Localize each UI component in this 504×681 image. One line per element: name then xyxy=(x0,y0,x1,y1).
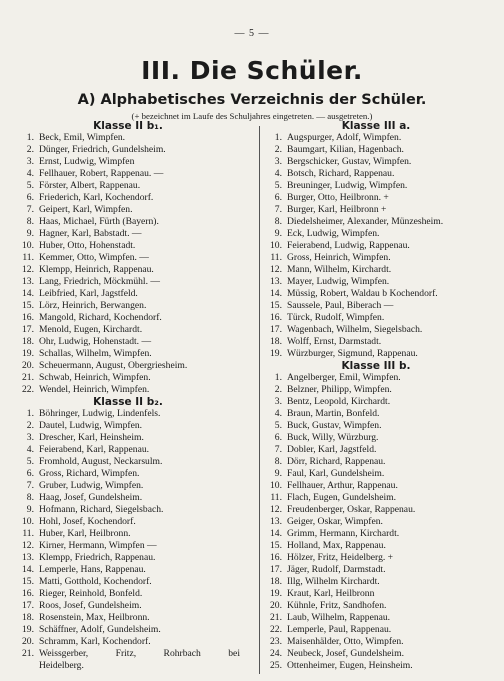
student-entry xyxy=(16,624,240,636)
entry-number: 11. xyxy=(270,252,282,263)
student-name: Fellhauer, Arthur, Rappenau. xyxy=(287,480,398,491)
student-entry xyxy=(16,192,240,204)
student-name: Braun, Martin, Bonfeld. xyxy=(287,408,380,419)
legend-note: (+ bezeichnet im Laufe des Schuljahres eingetreten. — ausgetreten.) xyxy=(131,111,373,121)
entry-number: 10. xyxy=(22,240,34,251)
student-entry xyxy=(264,156,488,168)
entry-number: 22. xyxy=(270,624,282,635)
student-name: Wagenbach, Wilhelm, Siegelsbach. xyxy=(287,324,423,335)
student-entry xyxy=(16,600,240,612)
entry-number: 1. xyxy=(26,408,34,419)
entry-number: 8. xyxy=(274,216,282,227)
student-entry xyxy=(264,180,488,192)
student-name: Belzner, Philipp, Wimpfen. xyxy=(287,384,392,395)
student-entry xyxy=(16,456,240,468)
student-name: Lemperle, Paul, Rappenau. xyxy=(287,624,392,635)
student-name: Neubeck, Josef, Gundelsheim. xyxy=(287,648,404,659)
student-entry xyxy=(16,168,240,180)
student-name: Flach, Eugen, Gundelsheim. xyxy=(287,492,396,503)
entry-number: 2. xyxy=(274,144,282,155)
entry-number: 13. xyxy=(22,552,34,563)
entry-number: 8. xyxy=(26,492,34,503)
entry-number: 22. xyxy=(22,384,34,395)
entry-number: 25. xyxy=(270,660,282,671)
student-name: Burger, Karl, Heilbronn + xyxy=(287,204,387,215)
student-name: Angelberger, Emil, Wimpfen. xyxy=(287,372,401,383)
student-name: Gross, Heinrich, Wimpfen. xyxy=(287,252,391,263)
student-entry xyxy=(16,516,240,528)
entry-number: 1. xyxy=(26,132,34,143)
student-name: Lörz, Heinrich, Berwangen. xyxy=(39,300,147,311)
student-name: Lang, Friedrich, Möckmühl. — xyxy=(39,276,160,287)
entry-number: 15. xyxy=(270,300,282,311)
entry-number: 9. xyxy=(26,504,34,515)
student-name: Dünger, Friedrich, Gundelsheim. xyxy=(39,144,166,155)
entry-number: 24. xyxy=(270,648,282,659)
student-entry xyxy=(16,144,240,156)
entry-number: 6. xyxy=(26,192,34,203)
student-name: Kühnle, Fritz, Sandhofen. xyxy=(287,600,387,611)
student-name: Rosenstein, Max, Heilbronn. xyxy=(39,612,150,623)
student-entry xyxy=(264,600,488,612)
student-entry xyxy=(264,288,488,300)
student-name: Ohr, Ludwig, Hohenstadt. — xyxy=(39,336,152,347)
student-name-continuation: Heidelberg. xyxy=(39,660,84,671)
student-entry xyxy=(16,612,240,624)
student-name: Leibfried, Karl, Jagstfeld. xyxy=(39,288,138,299)
entry-number: 14. xyxy=(22,564,34,575)
entry-number: 5. xyxy=(274,420,282,431)
student-name: Haas, Michael, Fürth (Bayern). xyxy=(39,216,159,227)
student-name: Hohl, Josef, Kochendorf. xyxy=(39,516,136,527)
entry-number: 20. xyxy=(22,636,34,647)
section-subtitle: A) Alphabetisches Verzeichnis der Schüler. xyxy=(77,92,427,108)
student-entry xyxy=(264,564,488,576)
entry-number: 4. xyxy=(26,168,34,179)
entry-number: 16. xyxy=(270,312,282,323)
student-name: Matti, Gotthold, Kochendorf. xyxy=(39,576,152,587)
student-entry xyxy=(264,348,488,360)
student-name: Ernst, Ludwig, Wimpfen xyxy=(39,156,135,167)
student-entry xyxy=(264,228,488,240)
entry-number: 19. xyxy=(270,588,282,599)
student-name: Förster, Albert, Rappenau. xyxy=(39,180,141,191)
student-entry xyxy=(16,552,240,564)
entry-number: 13. xyxy=(270,276,282,287)
entry-number: 11. xyxy=(22,528,34,539)
student-name: Buck, Willy, Würzburg. xyxy=(287,432,379,443)
student-entry xyxy=(16,180,240,192)
entry-number: 12. xyxy=(270,264,282,275)
student-entry xyxy=(264,456,488,468)
student-name: Illg, Wilhelm Kirchardt. xyxy=(287,576,380,587)
student-entry xyxy=(16,648,240,660)
entry-number: 14. xyxy=(270,528,282,539)
student-entry xyxy=(16,288,240,300)
student-entry xyxy=(264,516,488,528)
student-name: Buck, Gustav, Wimpfen. xyxy=(287,420,382,431)
entry-number: 18. xyxy=(22,336,34,347)
student-entry xyxy=(16,420,240,432)
student-name: Dobler, Karl, Jagstfeld. xyxy=(287,444,377,455)
left-column xyxy=(16,120,240,672)
entry-number: 8. xyxy=(274,456,282,467)
student-name: Hofmann, Richard, Siegelsbach. xyxy=(39,504,164,515)
student-entry xyxy=(264,144,488,156)
entry-number: 3. xyxy=(26,432,34,443)
entry-number: 18. xyxy=(270,576,282,587)
student-name: Haag, Josef, Gundelsheim. xyxy=(39,492,143,503)
student-entry xyxy=(264,240,488,252)
entry-number: 16. xyxy=(22,588,34,599)
student-name: Wendel, Heinrich, Wimpfen. xyxy=(39,384,150,395)
entry-number: 18. xyxy=(270,336,282,347)
student-name: Schäffner, Adolf, Gundelsheim. xyxy=(39,624,161,635)
student-name: Friederich, Karl, Kochendorf. xyxy=(39,192,154,203)
student-name: Fellhauer, Robert, Rappenau. — xyxy=(39,168,164,179)
student-entry xyxy=(264,216,488,228)
entry-number: 8. xyxy=(26,216,34,227)
student-entry xyxy=(16,132,240,144)
entry-number: 6. xyxy=(26,468,34,479)
student-name: Drescher, Karl, Heinsheim. xyxy=(39,432,144,443)
student-entry xyxy=(264,552,488,564)
class-heading: Klasse II b₂. xyxy=(93,396,163,408)
entry-number: 2. xyxy=(26,144,34,155)
student-entry xyxy=(264,528,488,540)
student-entry xyxy=(16,480,240,492)
student-entry xyxy=(264,384,488,396)
entry-number: 15. xyxy=(22,300,34,311)
student-name: Gruber, Ludwig, Wimpfen. xyxy=(39,480,144,491)
student-entry xyxy=(264,492,488,504)
column-divider xyxy=(259,126,260,674)
student-entry xyxy=(264,408,488,420)
student-entry xyxy=(264,420,488,432)
student-entry xyxy=(264,648,488,660)
student-name: Baumgart, Kilian, Hagenbach. xyxy=(287,144,404,155)
entry-number: 14. xyxy=(22,288,34,299)
student-entry xyxy=(16,468,240,480)
student-entry xyxy=(16,360,240,372)
student-name: Bentz, Leopold, Kirchardt. xyxy=(287,396,391,407)
student-name: Feierabend, Karl, Rappenau. xyxy=(39,444,150,455)
student-entry xyxy=(16,444,240,456)
student-entry xyxy=(16,408,240,420)
entry-number: 10. xyxy=(270,240,282,251)
student-name: Breuninger, Ludwig, Wimpfen. xyxy=(287,180,408,191)
student-name: Müssig, Robert, Waldau b Kochendorf. xyxy=(287,288,438,299)
student-name: Schwab, Heinrich, Wimpfen. xyxy=(39,372,151,383)
student-entry xyxy=(16,252,240,264)
entry-number: 16. xyxy=(270,552,282,563)
right-column xyxy=(264,120,488,672)
entry-number: 23. xyxy=(270,636,282,647)
student-name: Eck, Ludwig, Wimpfen. xyxy=(287,228,380,239)
entry-number: 4. xyxy=(26,444,34,455)
student-entry xyxy=(16,636,240,648)
student-entry xyxy=(16,492,240,504)
student-name: Rieger, Reinhold, Bonfeld. xyxy=(39,588,143,599)
entry-number: 1. xyxy=(274,372,282,383)
student-entry xyxy=(264,468,488,480)
entry-number: 2. xyxy=(274,384,282,395)
entry-number: 4. xyxy=(274,408,282,419)
student-name: Lemperle, Hans, Rappenau. xyxy=(39,564,146,575)
entry-number: 2. xyxy=(26,420,34,431)
entry-number: 4. xyxy=(274,168,282,179)
entry-number: 10. xyxy=(22,516,34,527)
student-entry xyxy=(16,588,240,600)
entry-number: 3. xyxy=(274,396,282,407)
student-entry xyxy=(16,300,240,312)
student-name: Jäger, Rudolf, Darmstadt. xyxy=(287,564,386,575)
class-heading: Klasse III b. xyxy=(341,360,411,372)
student-name: Mangold, Richard, Kochendorf. xyxy=(39,312,162,323)
entry-number: 5. xyxy=(26,456,34,467)
student-entry xyxy=(264,624,488,636)
entry-number: 12. xyxy=(22,540,34,551)
entry-number: 19. xyxy=(270,348,282,359)
student-entry xyxy=(264,312,488,324)
student-name: Ottenheimer, Eugen, Heinsheim. xyxy=(287,660,413,671)
entry-number: 3. xyxy=(274,156,282,167)
student-entry xyxy=(16,432,240,444)
student-name: Roos, Josef, Gundelsheim. xyxy=(39,600,142,611)
entry-number: 21. xyxy=(270,612,282,623)
entry-number: 5. xyxy=(274,180,282,191)
student-entry xyxy=(264,396,488,408)
entry-number: 5. xyxy=(26,180,34,191)
entry-number: 15. xyxy=(22,576,34,587)
student-entry xyxy=(16,204,240,216)
student-entry xyxy=(264,132,488,144)
student-name: Gross, Richard, Wimpfen. xyxy=(39,468,140,479)
student-name: Kemmer, Otto, Wimpfen. — xyxy=(39,252,149,263)
student-entry xyxy=(264,372,488,384)
student-name: Dautel, Ludwig, Wimpfen. xyxy=(39,420,143,431)
student-entry xyxy=(16,276,240,288)
student-entry xyxy=(16,528,240,540)
entry-number: 11. xyxy=(270,492,282,503)
student-entry xyxy=(16,312,240,324)
student-name: Böhringer, Ludwig, Lindenfels. xyxy=(39,408,161,419)
student-name: Dörr, Richard, Rappenau. xyxy=(287,456,386,467)
student-name: Klempp, Friedrich, Rappenau. xyxy=(39,552,156,563)
student-name: Weissgerber, Fritz, Rohrbach bei xyxy=(39,648,240,659)
entry-number: 16. xyxy=(22,312,34,323)
entry-number: 17. xyxy=(22,324,34,335)
student-entry xyxy=(264,300,488,312)
student-name: Hagner, Karl, Babstadt. — xyxy=(39,228,142,239)
student-name: Faul, Karl, Gundelsheim. xyxy=(287,468,385,479)
student-name: Schallas, Wilhelm, Wimpfen. xyxy=(39,348,152,359)
student-entry xyxy=(16,216,240,228)
student-name: Botsch, Richard, Rappenau. xyxy=(287,168,395,179)
student-name: Kirner, Hermann, Wimpfen — xyxy=(39,540,157,551)
entry-number: 20. xyxy=(22,360,34,371)
student-entry xyxy=(16,540,240,552)
student-entry xyxy=(264,444,488,456)
student-name: Augspurger, Adolf, Wimpfen. xyxy=(287,132,402,143)
student-name: Grimm, Hermann, Kirchardt. xyxy=(287,528,400,539)
student-name: Kraut, Karl, Heilbronn xyxy=(287,588,375,599)
section-title: III. Die Schüler. xyxy=(141,56,363,85)
entry-number: 1. xyxy=(274,132,282,143)
student-name: Geiger, Oskar, Wimpfen. xyxy=(287,516,383,527)
entry-number: 19. xyxy=(22,624,34,635)
student-entry xyxy=(264,168,488,180)
page-number: — 5 — xyxy=(234,28,270,39)
entry-number: 7. xyxy=(274,204,282,215)
student-name: Maisenhälder, Otto, Wimpfen. xyxy=(287,636,404,647)
entry-number: 14. xyxy=(270,288,282,299)
student-entry xyxy=(16,564,240,576)
student-entry xyxy=(264,576,488,588)
student-name: Scheuermann, August, Obergriesheim. xyxy=(39,360,188,371)
entry-number: 7. xyxy=(26,480,34,491)
entry-number: 17. xyxy=(22,600,34,611)
entry-number: 19. xyxy=(22,348,34,359)
student-name: Klempp, Heinrich, Rappenau. xyxy=(39,264,154,275)
student-name: Fromhold, August, Neckarsulm. xyxy=(39,456,163,467)
entry-number: 3. xyxy=(26,156,34,167)
entry-number: 7. xyxy=(26,204,34,215)
student-entry xyxy=(264,324,488,336)
student-entry xyxy=(264,432,488,444)
student-entry xyxy=(16,504,240,516)
student-entry xyxy=(16,240,240,252)
student-entry xyxy=(16,336,240,348)
student-name: Mayer, Ludwig, Wimpfen. xyxy=(287,276,390,287)
student-entry xyxy=(264,276,488,288)
student-entry xyxy=(264,264,488,276)
student-name: Holland, Max, Rappenau. xyxy=(287,540,386,551)
student-entry xyxy=(16,348,240,360)
student-name: Mann, Wilhelm, Kirchardt. xyxy=(287,264,392,275)
student-name: Feierabend, Ludwig, Rappenau. xyxy=(287,240,410,251)
student-name: Diedelsheimer, Alexander, Münzesheim. xyxy=(287,216,444,227)
student-name: Geipert, Karl, Wimpfen. xyxy=(39,204,133,215)
entry-number: 20. xyxy=(270,600,282,611)
student-entry xyxy=(264,252,488,264)
student-entry xyxy=(16,264,240,276)
student-name: Burger, Otto, Heilbronn. + xyxy=(287,192,389,203)
student-entry xyxy=(16,228,240,240)
student-entry xyxy=(16,372,240,384)
student-entry xyxy=(16,384,240,396)
entry-number: 21. xyxy=(22,648,34,659)
entry-number: 6. xyxy=(274,432,282,443)
entry-number: 18. xyxy=(22,612,34,623)
class-heading: Klasse II b₁. xyxy=(93,120,163,132)
student-entry xyxy=(264,204,488,216)
student-name: Türck, Rudolf, Wimpfen. xyxy=(287,312,385,323)
student-entry xyxy=(16,156,240,168)
entry-number: 13. xyxy=(270,516,282,527)
student-name: Wolff, Ernst, Darmstadt. xyxy=(287,336,382,347)
entry-number: 12. xyxy=(270,504,282,515)
student-entry xyxy=(264,480,488,492)
student-entry xyxy=(264,336,488,348)
entry-number: 10. xyxy=(270,480,282,491)
student-name: Bergschicker, Gustav, Wimpfen. xyxy=(287,156,412,167)
entry-number: 9. xyxy=(274,228,282,239)
student-entry xyxy=(264,636,488,648)
student-name: Hölzer, Fritz, Heidelberg. + xyxy=(287,552,394,563)
student-name: Huber, Karl, Heilbronn. xyxy=(39,528,131,539)
entry-number: 9. xyxy=(26,228,34,239)
student-entry xyxy=(264,540,488,552)
student-entry xyxy=(264,588,488,600)
entry-number: 12. xyxy=(22,264,34,275)
entry-number: 21. xyxy=(22,372,34,383)
student-name: Saussele, Paul, Biberach — xyxy=(287,300,394,311)
entry-number: 6. xyxy=(274,192,282,203)
student-entry xyxy=(264,192,488,204)
student-name: Huber, Otto, Hohenstadt. xyxy=(39,240,136,251)
student-entry xyxy=(16,324,240,336)
entry-number: 11. xyxy=(22,252,34,263)
entry-number: 9. xyxy=(274,468,282,479)
student-name: Schramm, Karl, Kochendorf. xyxy=(39,636,151,647)
student-name: Freudenberger, Oskar, Rappenau. xyxy=(287,504,416,515)
student-entry xyxy=(16,576,240,588)
student-name: Beck, Emil, Wimpfen. xyxy=(39,132,126,143)
student-entry xyxy=(264,612,488,624)
entry-number: 17. xyxy=(270,324,282,335)
entry-number: 7. xyxy=(274,444,282,455)
student-name: Laub, Wilhelm, Rappenau. xyxy=(287,612,391,623)
student-name: Würzburger, Sigmund, Rappenau. xyxy=(287,348,418,359)
entry-number: 17. xyxy=(270,564,282,575)
student-entry xyxy=(264,504,488,516)
entry-number: 15. xyxy=(270,540,282,551)
student-name: Menold, Eugen, Kirchardt. xyxy=(39,324,143,335)
class-heading: Klasse III a. xyxy=(341,120,411,132)
entry-number: 13. xyxy=(22,276,34,287)
student-entry xyxy=(264,660,488,672)
